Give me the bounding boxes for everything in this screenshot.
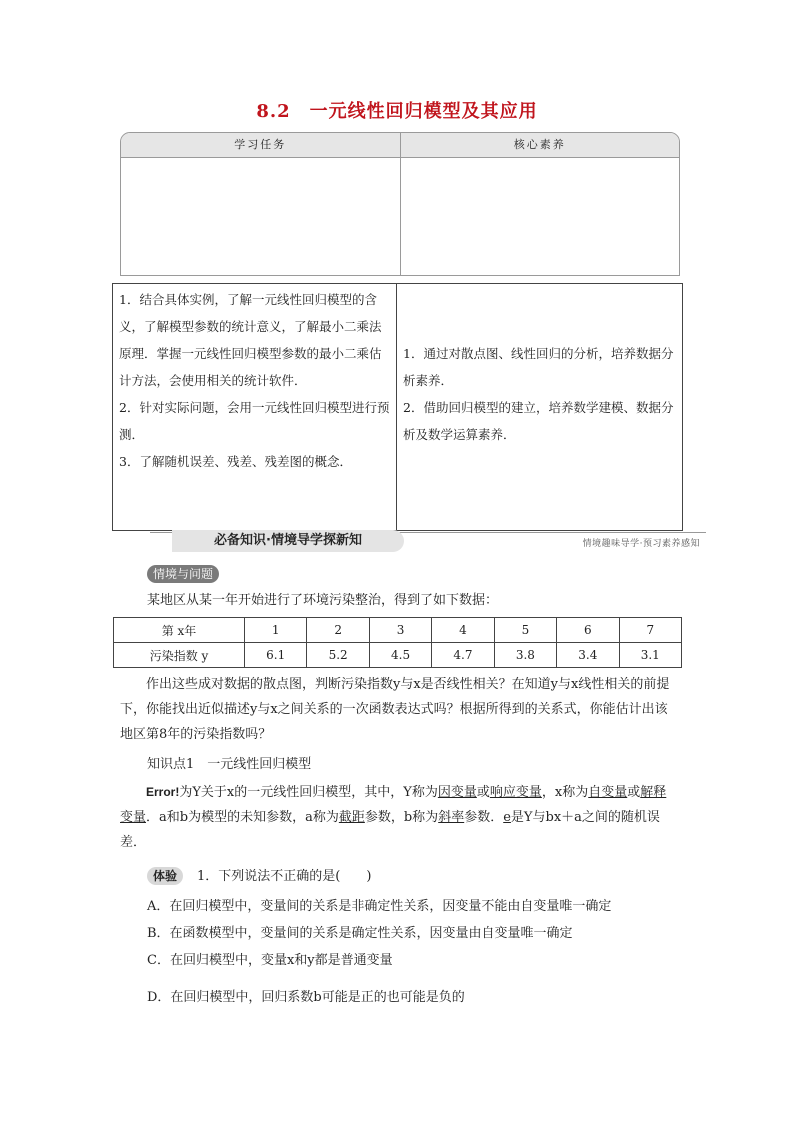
table-row xyxy=(114,618,682,643)
page-title: 8.2 一元线性回归模型及其应用 xyxy=(256,101,538,122)
table-cell: 6 xyxy=(557,618,619,643)
intro-text: 某地区从某一年开始进行了环境污染整治，得到了如下数据： xyxy=(147,593,499,608)
underlined-term: e xyxy=(503,810,511,825)
option-a: A．在回归模型中，变量间的关系是非确定性关系，因变量不能由自变量唯一确定 xyxy=(147,899,612,914)
text-run: 参数，b称为 xyxy=(364,810,439,825)
core-literacy-column xyxy=(397,284,682,530)
table-cell: 2 xyxy=(307,618,369,643)
table-cell: 3.1 xyxy=(619,643,681,668)
option-d: D．在回归模型中，回归系数b可能是正的也可能是负的 xyxy=(147,990,465,1005)
question-text: 作出这些成对数据的散点图，判断污染指数y与x是否线性相关？在知道y与x线性相关的前提下，你能找出近似描述y与x之间关系的一次函数表达式吗？根据所得到的关系式，你能估计出该地区第8年的污染指数吗？ xyxy=(120,677,670,742)
section-banner xyxy=(150,530,706,554)
task-literacy-header-table xyxy=(120,132,680,276)
header-core-literacy: 核心素养 xyxy=(513,138,566,151)
objectives-table xyxy=(112,283,683,531)
knowledge-heading: 知识点1 一元线性回归模型 xyxy=(147,757,312,772)
table-cell: 1 xyxy=(245,618,307,643)
pollution-data-table xyxy=(113,617,682,668)
practice-tag: 体验 xyxy=(147,867,183,885)
table-cell: 4 xyxy=(432,618,494,643)
text-run: 或 xyxy=(476,785,490,800)
learning-tasks-column xyxy=(113,284,397,530)
text-run: 是Y与bx＋a之间的随机误差． xyxy=(120,810,660,850)
option-c: C．在回归模型中，变量x和y都是普通变量 xyxy=(147,953,393,968)
text-run: 参数． xyxy=(464,810,504,825)
literacy-item: 1．通过对散点图、线性回归的分析，培养数据分析素养． xyxy=(403,346,674,388)
row-label-year: 第 x年 xyxy=(114,618,245,643)
table-cell: 7 xyxy=(619,618,681,643)
underlined-term: 自变量 xyxy=(588,785,628,800)
table-cell: 5 xyxy=(494,618,556,643)
literacy-cell-empty xyxy=(401,158,680,275)
task-item: 1．结合具体实例，了解一元线性回归模型的含义，了解模型参数的统计意义，了解最小二乘法原理．掌握一元线性回归模型参数的最小二乘估计方法，会使用相关的统计软件． xyxy=(119,292,382,388)
table-cell: 3.4 xyxy=(557,643,619,668)
text-run: 为Y关于x的一元线性回归模型，其中，Y称为 xyxy=(179,785,438,800)
task-item: 2．针对实际问题，会用一元线性回归模型进行预测． xyxy=(119,400,390,442)
underlined-term: 解释变量 xyxy=(120,785,667,825)
table-cell: 4.7 xyxy=(432,643,494,668)
table-cell: 5.2 xyxy=(307,643,369,668)
practice-question: 1．下列说法不正确的是( ) xyxy=(197,869,372,884)
header-learning-tasks: 学习任务 xyxy=(121,133,401,157)
underlined-term: 截距 xyxy=(338,810,365,825)
text-run: ，x称为 xyxy=(541,785,589,800)
task-item: 3．了解随机误差、残差、残差图的概念． xyxy=(119,454,352,469)
table-row xyxy=(114,643,682,668)
underlined-term: 斜率 xyxy=(438,810,465,825)
knowledge-paragraph xyxy=(120,780,676,855)
task-cell-empty xyxy=(121,158,401,275)
table-cell: 3.8 xyxy=(494,643,556,668)
underlined-term: 因变量 xyxy=(437,785,477,800)
banner-label: 必备知识·情境导学探新知 xyxy=(172,530,404,552)
table-cell: 4.5 xyxy=(369,643,431,668)
situation-tag: 情境与问题 xyxy=(147,565,219,583)
option-b: B．在函数模型中，变量间的关系是确定性关系，因变量由自变量唯一确定 xyxy=(147,926,573,941)
table-cell: 6.1 xyxy=(245,643,307,668)
literacy-item: 2．借助回归模型的建立，培养数学建模、数据分析及数学运算素养． xyxy=(403,400,674,442)
table-cell: 3 xyxy=(369,618,431,643)
row-label-index: 污染指数 y xyxy=(114,643,245,668)
banner-subtitle: 情境趣味导学·预习素养感知 xyxy=(582,539,700,549)
underlined-term: 响应变量 xyxy=(489,785,542,800)
error-marker: Error! xyxy=(146,785,180,799)
text-run: ．a和b为模型的未知参数，a称为 xyxy=(146,810,339,825)
text-run: 或 xyxy=(627,785,641,800)
